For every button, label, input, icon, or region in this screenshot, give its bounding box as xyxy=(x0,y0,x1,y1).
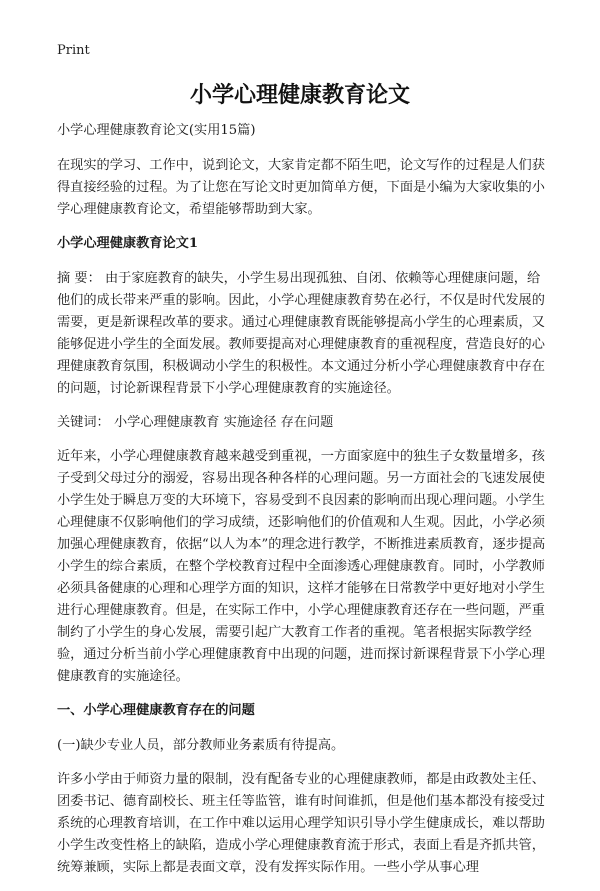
last-paragraph: 许多小学由于师资力量的限制，没有配备专业的心理健康教师，都是由政教处主任、团委书记、德育副校长、班主任等监管，谁有时间谁抓，但是他们基本都没有接受过系统的心理教育培训，在工作中难以运用心理学知识引导小学生健康成长，难以帮助小学生改变性格上的缺陷，造成小学心理健康教育流于形式，表面上看是齐抓共管，统筹兼顾，实际上都是表面文章，没有发挥实际作用。一些小学从事心理 xyxy=(57,772,545,875)
document-title: 小学心理健康教育论文 xyxy=(189,82,410,108)
abstract-paragraph: 摘 要： 由于家庭教育的缺失，小学生易出现孤独、自闭、依赖等心理健康问题，给他们的成长带来严重的影响。因此，小学心理健康教育势在必行，不仅是时代发展的需要，更是新课程改革的要求。通过心理健康教育既能够提高小学生的心理素质，又能够促进小学生的全面发展。教师要提高对心理健康教育的重视程度，营造良好的心理健康教育氛围，积极调动小学生的积极性。本文通过分析小学心理健康教育中存在的问题，讨论新课程背景下小学心理健康教育的实施途径。 xyxy=(57,271,545,396)
document-body xyxy=(57,120,547,891)
subheading-1: (一)缺少专业人员，部分教师业务素质有待提高。 xyxy=(57,738,345,753)
print-label: Print xyxy=(57,43,90,58)
section-heading-1: 小学心理健康教育论文1 xyxy=(57,236,199,251)
document-subtitle: 小学心理健康教育论文(实用15篇) xyxy=(57,123,256,138)
keywords-line: 关键词： 小学心理健康教育 实施途径 存在问题 xyxy=(57,415,334,430)
body-paragraph: 近年来，小学心理健康教育越来越受到重视，一方面家庭中的独生子女数量增多，孩子受到父母过分的溺爱，容易出现各种各样的心理问题。另一方面社会的飞速发展使小学生处于瞬息万变的大环境下，容易受到不良因素的影响而出现心理问题。小学生心理健康不仅影响他们的学习成绩，还影响他们的价值观和人生观。因此，小学必须加强心理健康教育，依据“以人为本”的理念进行教学，不断推进素质教育，逐步提高小学生的综合素质，在整个学校教育过程中全面渗透心理健康教育。同时，小学教师必须具备健康的心理和心理学方面的知识，这样才能够在日常教学中更好地对小学生进行心理健康教育。但是，在实际工作中，小学心理健康教育还存在一些问题，严重制约了小学生的身心发展，需要引起广大教育工作者的重视。笔者根据实际教学经验，通过分析当前小学心理健康教育中出现的问题，进而探讨新课程背景下小学心理健康教育的实施途径。 xyxy=(57,449,546,684)
part-heading-1: 一、小学心理健康教育存在的问题 xyxy=(57,703,255,718)
intro-paragraph: 在现实的学习、工作中，说到论文，大家肯定都不陌生吧，论文写作的过程是人们获得直接经验的过程。为了让您在写论文时更加简单方便，下面是小编为大家收集的小学心理健康教育论文，希望能够帮助到大家。 xyxy=(57,158,545,217)
